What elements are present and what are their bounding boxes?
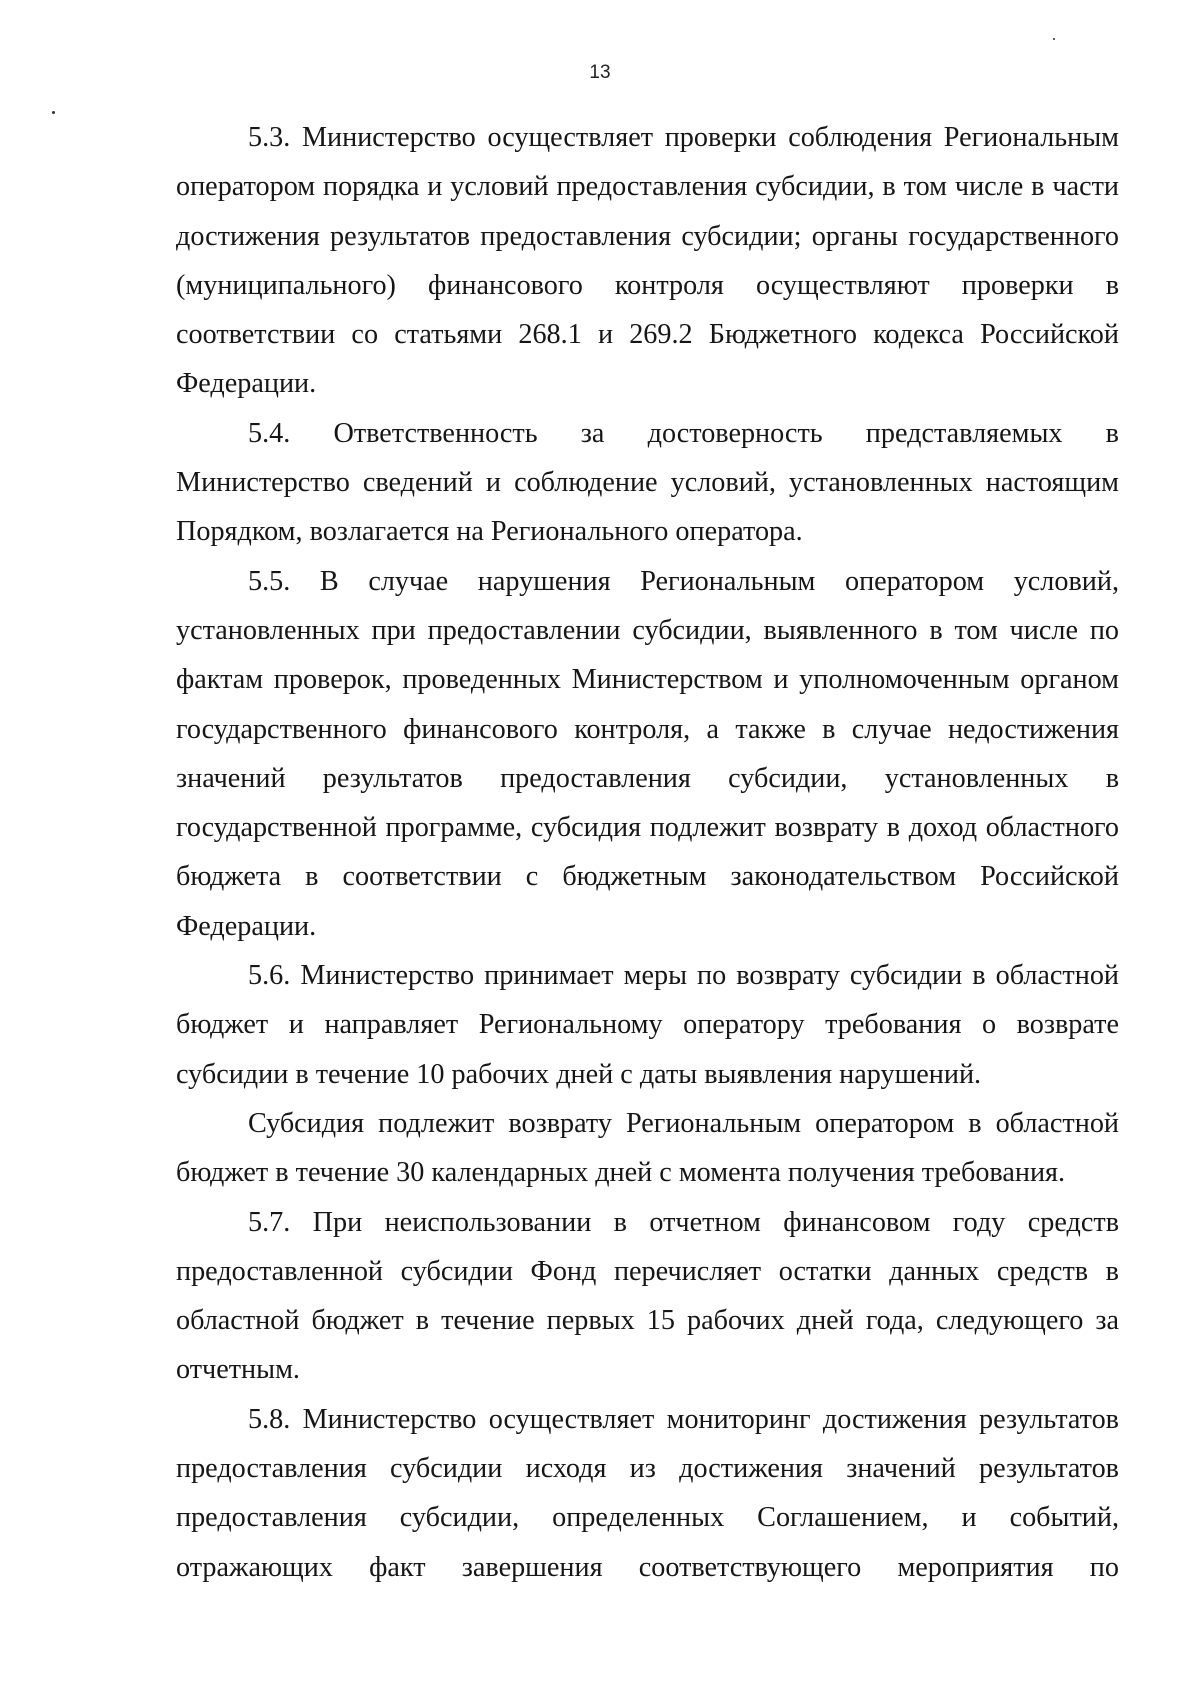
- page-number: 13: [589, 62, 611, 83]
- paragraph-5-5: 5.5. В случае нарушения Региональным оператором условий, установленных при предоставлении субсидии, выявленного в том числе по фактам проверок, проведенных Министерством и уполномоченным органом государственного финансового контроля, а также в случае недостижения значений результатов предоставления субсидии, установленных в государственной программе, субсидия подлежит возврату в доход областного бюджета в соответствии с бюджетным законодательством Российской Федерации.: [176, 565, 1119, 942]
- paragraph-subsidy-return: Субсидия подлежит возврату Региональным оператором в областной бюджет в течение 30 календарных дней с момента получения требования.: [176, 1107, 1119, 1189]
- scan-speck: [1053, 38, 1055, 40]
- paragraph-5-6: 5.6. Министерство принимает меры по возврату субсидии в областной бюджет и направляет Региональному оператору требования о возврате субсидии в течение 10 рабочих дней с даты выявления нарушений.: [176, 960, 1119, 1090]
- scan-speck: [52, 111, 55, 114]
- paragraph-5-7: 5.7. При неиспользовании в отчетном финансовом году средств предоставленной субсидии Фонд перечисляет остатки данных средств в областной бюджет в течение первых 15 рабочих дней года, следующего за отчетным.: [176, 1206, 1119, 1386]
- paragraph-5-3: 5.3. Министерство осуществляет проверки соблюдения Региональным оператором порядка и условий предоставления субсидии, в том числе в части достижения результатов предоставления субсидии; органы государственного (муниципального) финансового контроля осуществляют проверки в соответствии со статьями 268.1 и 269.2 Бюджетного кодекса Российской Федерации.: [176, 122, 1119, 400]
- paragraph-5-8: 5.8. Министерство осуществляет мониторинг достижения результатов предоставления субсидии исходя из достижения значений результатов предоставления субсидии, определенных Соглашением, и событий, отражающих факт завершения соответствующего мероприятия по: [176, 1403, 1119, 1583]
- paragraph-5-4: 5.4. Ответственность за достоверность представляемых в Министерство сведений и соблюдение условий, установленных настоящим Порядком, возлагается на Регионального оператора.: [176, 417, 1119, 548]
- document-body: [176, 113, 1119, 1592]
